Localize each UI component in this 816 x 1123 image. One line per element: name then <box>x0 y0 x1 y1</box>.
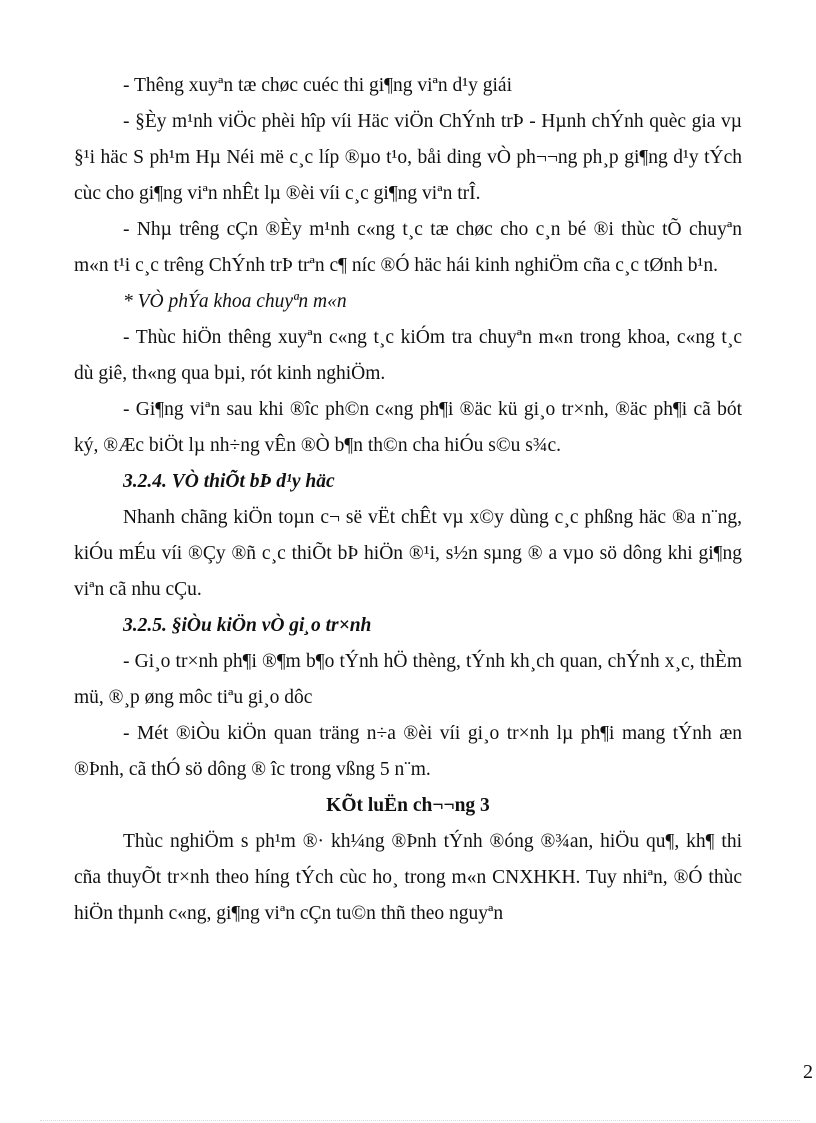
subheading-3-2-4: 3.2.4. VÒ thiÕt bÞ d¹y häc <box>123 471 335 492</box>
paragraph-p8: Nhanh chãng kiÖn toµn c¬ së vËt chÊt vµ x©y dùng c¸c phßng häc ®a n¨ng, kiÓu mÉu víi ®Çy ®ñ c¸c thiÕt bÞ hiÖn ®¹i, s½n sµng ® a vµo sö dông khi gi¶ng viªn cã nhu cÇu. <box>74 507 742 600</box>
paragraph-p6: - Gi¶ng viªn sau khi ®îc ph©n c«ng ph¶i ®äc kü gi¸o tr×nh, ®äc ph¶i cã bót ký, ®Æc biÖt lµ nh÷ng vÊn ®Ò b¶n th©n cha hiÓu s©u s¾c. <box>74 399 742 456</box>
footer-divider <box>40 1120 800 1121</box>
paragraph-p13: Thùc nghiÖm s ph¹m ®· kh¼ng ®Þnh tÝnh ®óng ®¾an, hiÖu qu¶, kh¶ thi cña thuyÕt tr×nh theo híng tÝch cùc ho¸ trong m«n CNXHKH. Tuy nhiªn, ®Ó thùc hiÖn thµnh c«ng, gi¶ng viªn cÇn tu©n thñ theo nguyªn <box>74 831 742 924</box>
document-body <box>74 68 742 932</box>
subheading-3-2-5: 3.2.5. §iÒu kiÖn vÒ gi¸o tr×nh <box>123 615 372 636</box>
paragraph-p2: - §Èy m¹nh viÖc phèi hîp víi Häc viÖn ChÝnh trÞ - Hµnh chÝnh quèc gia vµ §¹i häc S ph¹m Hµ Néi më c¸c líp ®µo t¹o, båi ding vÒ ph¬¬ng ph¸p gi¶ng d¹y tÝch cùc cho gi¶ng viªn nhÊt lµ ®èi víi c¸c gi¶ng viªn trÎ. <box>74 111 742 204</box>
paragraph-p11: - Mét ®iÒu kiÖn quan träng n÷a ®èi víi gi¸o tr×nh lµ ph¶i mang tÝnh æn ®Þnh, cã thÓ sö dông ® îc trong vßng 5 n¨m. <box>74 723 742 780</box>
paragraph-p10: - Gi¸o tr×nh ph¶i ®¶m b¶o tÝnh hÖ thèng, tÝnh kh¸ch quan, chÝnh x¸c, thÈm mü, ®¸p øng môc tiªu gi¸o dôc <box>74 651 742 708</box>
section-label-khoa: * VÒ phÝa khoa chuyªn m«n <box>123 291 347 312</box>
page-number: 2 <box>803 1061 813 1083</box>
paragraph-p3: - Nhµ trêng cÇn ®Èy m¹nh c«ng t¸c tæ chøc cho c¸n bé ®i thùc tÕ chuyªn m«n t¹i c¸c trêng ChÝnh trÞ trªn c¶ níc ®Ó häc hái kinh nghiÖm cña c¸c tØnh b¹n. <box>74 219 742 276</box>
paragraph-p5: - Thùc hiÖn thêng xuyªn c«ng t¸c kiÓm tra chuyªn m«n trong khoa, c«ng t¸c dù giê, th«ng qua bµi, rót kinh nghiÖm. <box>74 327 742 384</box>
chapter-conclusion-heading: KÕt luËn ch¬¬ng 3 <box>326 795 490 816</box>
paragraph-p1: - Thêng xuyªn tæ chøc cuéc thi gi¶ng viªn d¹y giái <box>123 75 513 96</box>
